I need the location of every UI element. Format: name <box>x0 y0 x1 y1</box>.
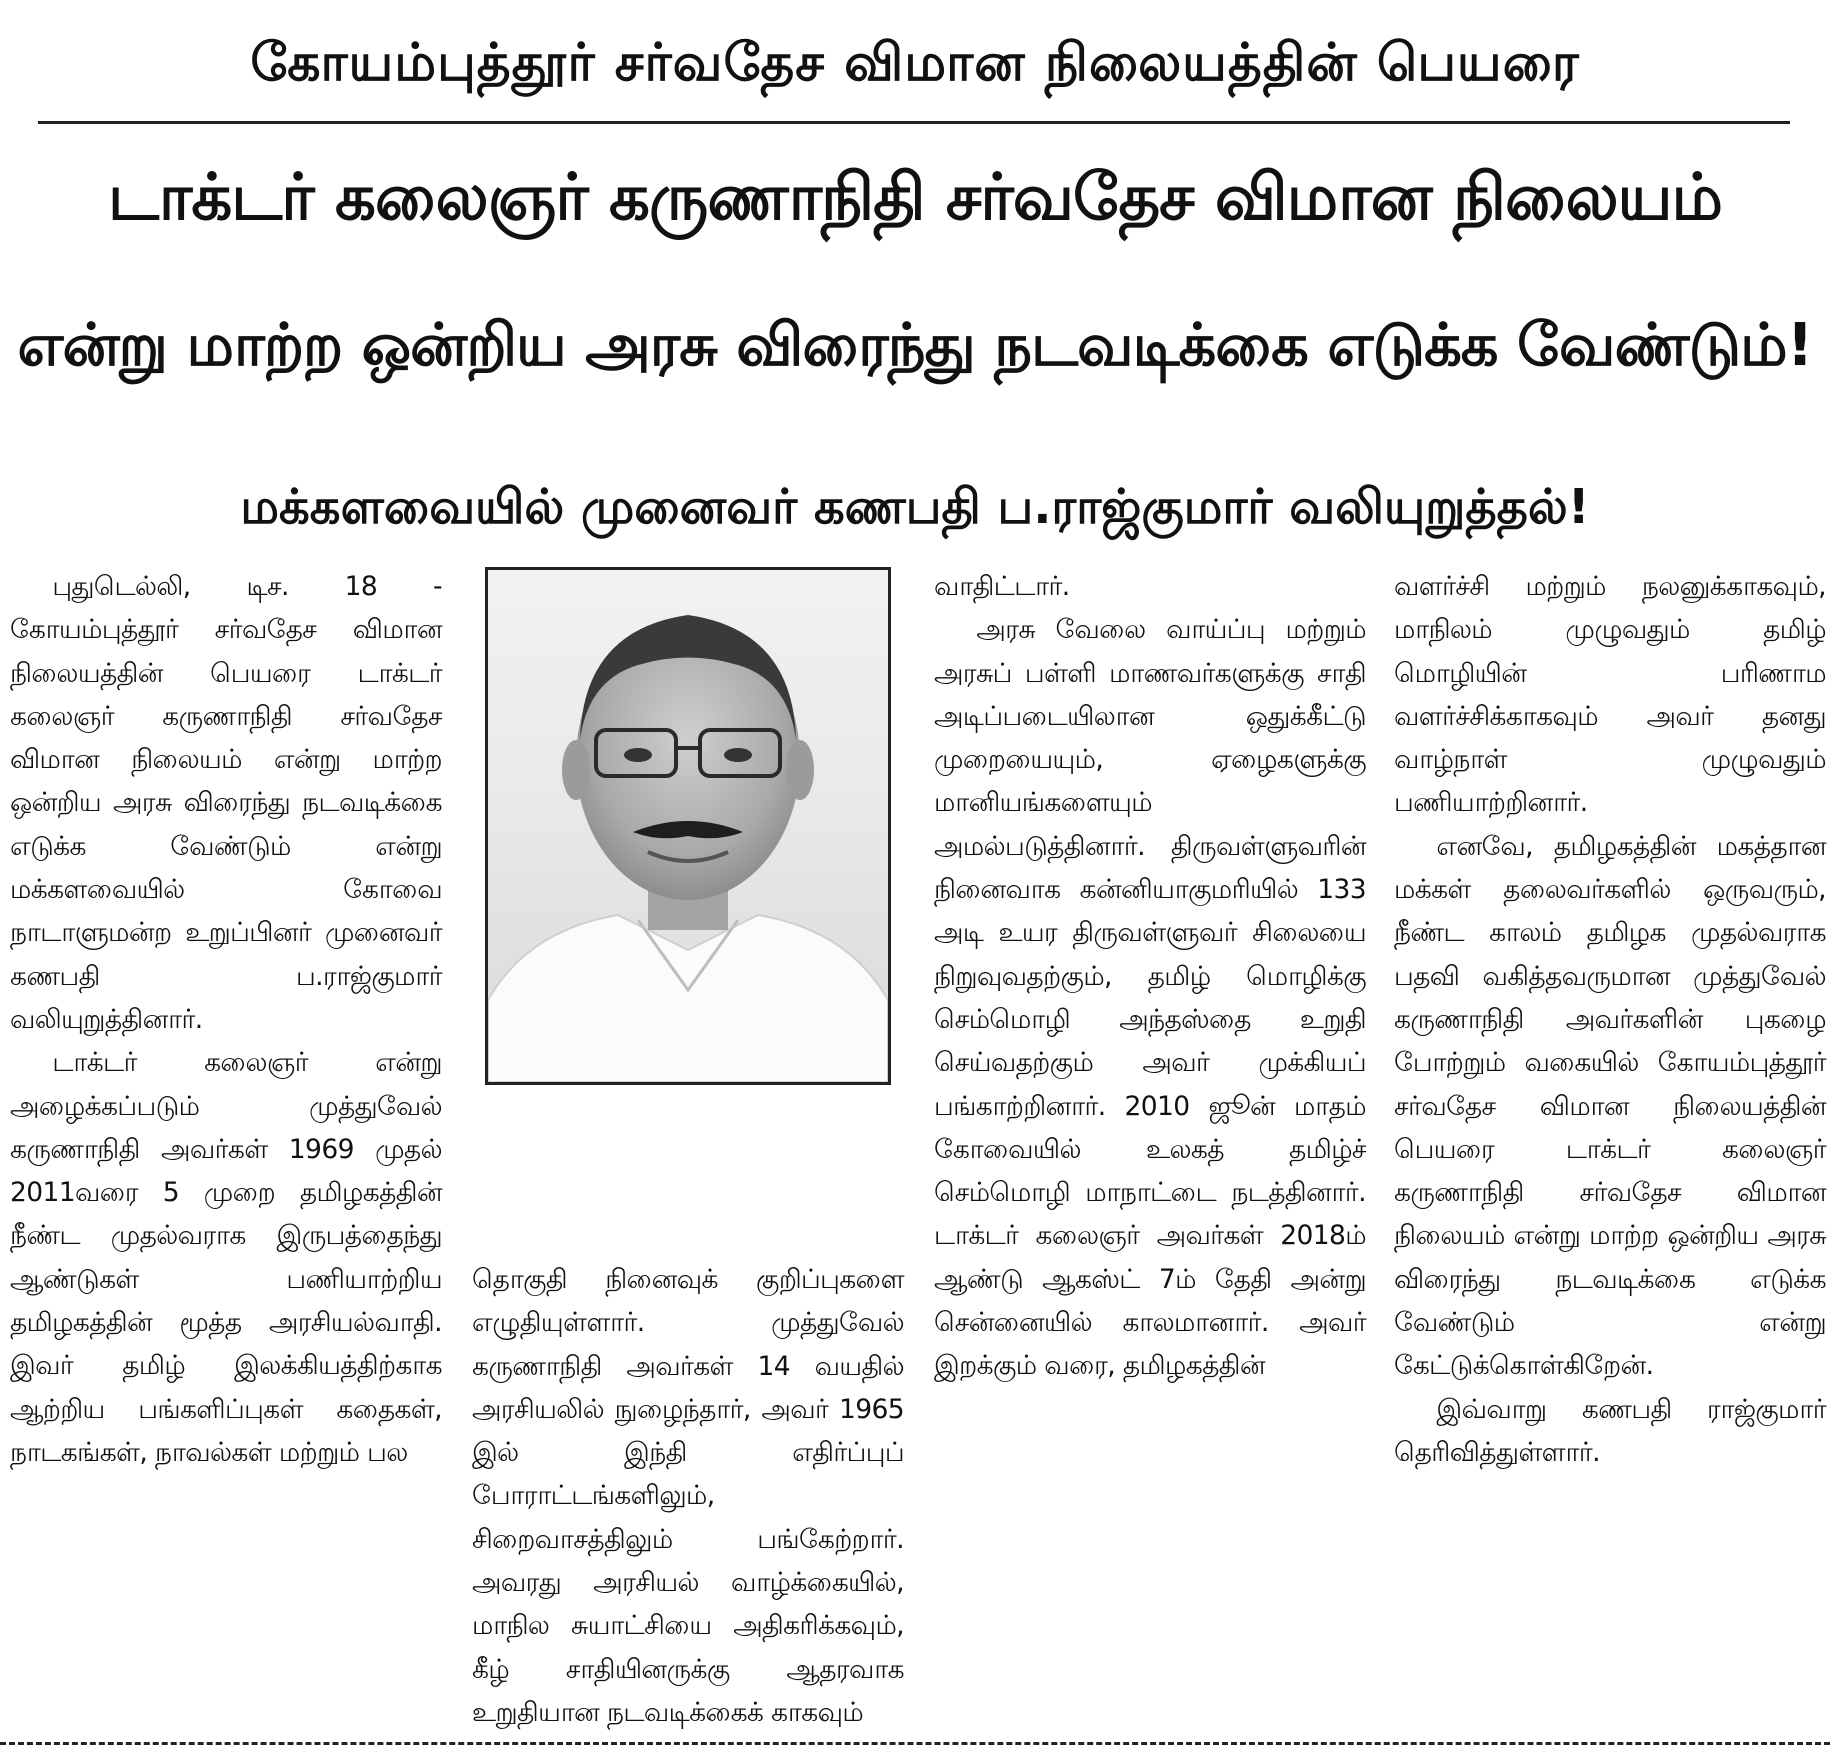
article-paragraph: புதுடெல்லி, டிச. 18 - கோயம்புத்தூர் சர்வதேச விமான நிலையத்தின் பெயரை டாக்டர் கலைஞர் கருணாநிதி சர்வதேச விமான நிலையம் என்று மாற்ற ஒன்றிய அரசு விரைந்து நடவடிக்கை எடுக்க வேண்டும் என்று மக்களவையில் கோவை நாடாளுமன்ற உறுப்பினர் முனைவர் கணபதி ப.ராஜ்குமார் வலியுறுத்தினார். <box>10 571 442 1035</box>
kicker-divider <box>38 121 1790 124</box>
bottom-dashed-divider <box>0 1742 1830 1745</box>
article-paragraph: டாக்டர் கலைஞர் என்று அழைக்கப்படும் முத்துவேல் கருணாநிதி அவர்கள் 1969 முதல் 2011வரை 5 முறை தமிழகத்தின் நீண்ட முதல்வராக இருபத்தைந்து ஆண்டுகள் பணியாற்றிய தமிழகத்தின் மூத்த அரசியல்வாதி. இவர் தமிழ் இலக்கியத்திற்காக ஆற்றிய பங்களிப்புகள் கதைகள், நாடகங்கள், நாவல்கள் மற்றும் பல <box>10 1047 442 1468</box>
headline-line-2: என்று மாற்ற ஒன்றிய அரசு விரைந்து நடவடிக்கை எடுக்க வேண்டும்! <box>17 310 1813 379</box>
article-column-3 <box>934 565 1366 1388</box>
subheadline: மக்களவையில் முனைவர் கணபதி ப.ராஜ்குமார் வலியுறுத்தல்! <box>240 479 1590 535</box>
kicker-headline: கோயம்புத்தூர் சர்வதேச விமான நிலையத்தின் பெயரை <box>250 33 1580 93</box>
article-column-4 <box>1394 565 1826 1474</box>
article-paragraph: எனவே, தமிழகத்தின் மகத்தான மக்கள் தலைவர்களில் ஒருவரும், நீண்ட காலம் தமிழக முதல்வராக பதவி வகித்தவருமான முத்துவேல் கருணாநிதி அவர்களின் புகழை போற்றும் வகையில் கோயம்புத்தூர் சர்வதேச விமான நிலையத்தின் பெயரை டாக்டர் கலைஞர் கருணாநிதி சர்வதேச விமான நிலையம் என்று மாற்ற ஒன்றிய அரசு விரைந்து நடவடிக்கை எடுக்க வேண்டும் என்று கேட்டுக்கொள்கிறேன். <box>1394 830 1826 1382</box>
article-paragraph: அரசு வேலை வாய்ப்பு மற்றும் அரசுப் பள்ளி மாணவர்களுக்கு சாதி அடிப்படையிலான ஒதுக்கீட்டு முறையையும், ஏழைகளுக்கு மானியங்களையும் அமல்படுத்தினார். திருவள்ளுவரின் நினைவாக கன்னியாகுமரியில் 133 அடி உயர திருவள்ளுவர் சிலையை நிறுவுவதற்கும், தமிழ் மொழிக்கு செம்மொழி அந்தஸ்தை உறுதி செய்வதற்கும் அவர் முக்கியப் பங்காற்றினார். 2010 ஜூன் மாதம் கோவையில் உலகத் தமிழ்ச் செம்மொழி மாநாட்டை நடத்தினார். டாக்டர் கலைஞர் அவர்கள் 2018ம் ஆண்டு ஆகஸ்ட் 7ம் தேதி அன்று சென்னையில் காலமானார். அவர் இறக்கும் வரை, தமிழகத்தின் <box>934 614 1366 1382</box>
portrait-photo <box>485 567 891 1085</box>
article-paragraph: இவ்வாறு கணபதி ராஜ்குமார் தெரிவித்துள்ளார். <box>1394 1393 1826 1468</box>
article-column-2 <box>472 1258 904 1734</box>
article-paragraph: வளர்ச்சி மற்றும் நலனுக்காகவும், மாநிலம் முழுவதும் தமிழ் மொழியின் பரிணாம வளர்ச்சிக்காகவும் அவர் தனது வாழ்நாள் முழுவதும் பணியாற்றினார். <box>1394 571 1826 819</box>
article-paragraph: வாதிட்டார். <box>934 571 1070 602</box>
headline-line-1: டாக்டர் கலைஞர் கருணாநிதி சர்வதேச விமான நிலையம் <box>107 161 1723 235</box>
article-column-1 <box>10 565 442 1474</box>
article-paragraph: தொகுதி நினைவுக் குறிப்புகளை எழுதியுள்ளார். முத்துவேல் கருணாநிதி அவர்கள் 14 வயதில் அரசியலில் நுழைந்தார், அவர் 1965 இல் இந்தி எதிர்ப்புப் போராட்டங்களிலும், சிறைவாசத்திலும் பங்கேற்றார். அவரது அரசியல் வாழ்க்கையில், மாநில சுயாட்சியை அதிகரிக்கவும், கீழ் சாதியினருக்கு ஆதரவாக உறுதியான நடவடிக்கைக் காகவும் <box>472 1264 904 1728</box>
portrait-illustration <box>488 570 888 1082</box>
